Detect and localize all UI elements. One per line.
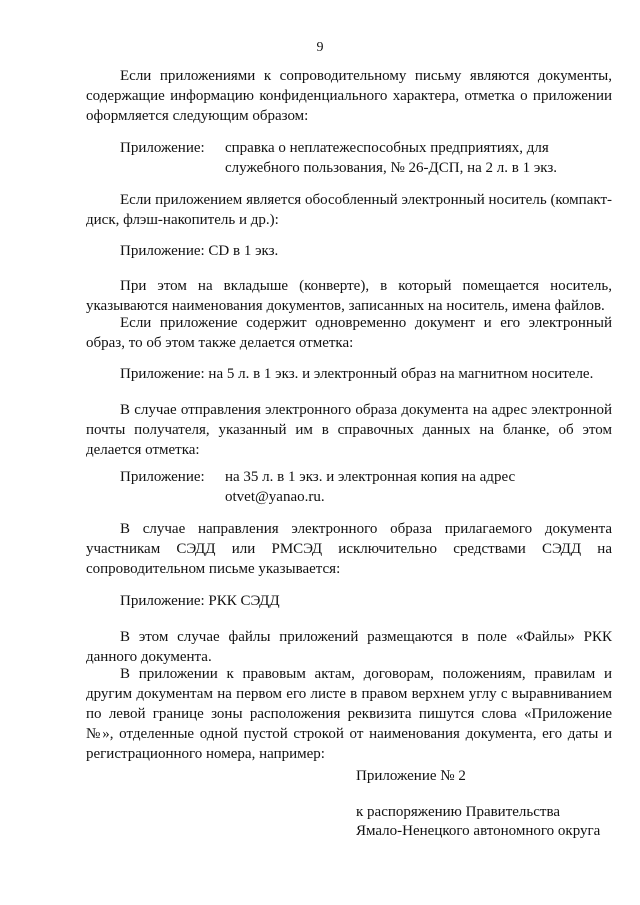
attachment-text-line: справка о неплатежеспособных предприятиях, для (225, 140, 549, 156)
attachment-text-line: на 35 л. в 1 экз. и электронная копия на адрес (225, 469, 516, 485)
paragraph-files-field: В этом случае файлы приложений размещаются в поле «Файлы» РКК данного документа. (86, 629, 612, 665)
attachment-text (225, 138, 585, 178)
paragraph-electronic-media: Если приложением является обособленный электронный носитель (компакт-диск, флэш-накопитель и др.): (86, 192, 612, 228)
paragraph-email-sending: В случае отправления электронного образа документа на адрес электронной почты получателя, указанный им в справочных данных на бланке, об этом делается отметка: (86, 402, 612, 458)
attachment-example-magnetic: Приложение: на 5 л. в 1 экз. и электронный образ на магнитном носителе. (120, 366, 594, 382)
paragraph-legal-acts-attachments: В приложении к правовым актам, договорам, положениям, правилам и другим документам на первом его листе в правом верхнем углу с выравниванием по левой границе зоны расположения реквизита пишутся слова «Приложение №», отделенные одной пустой строкой от наименования документа, его даты и регистрационного номера, например: (86, 666, 612, 762)
attachment-label: Приложение: (120, 469, 205, 485)
page-number: 9 (316, 40, 324, 55)
paragraph-document-and-image: Если приложение содержит одновременно документ и его электронный образ, то об этом также делается отметка: (86, 315, 612, 351)
attachment-label: Приложение: (120, 140, 205, 156)
attachment-example-rkk: Приложение: РКК СЭДД (120, 593, 280, 609)
paragraph-sedd-sending: В случае направления электронного образа прилагаемого документа участникам СЭДД или РМСЭД исключительно средствами СЭДД на сопроводительном письме указывается: (86, 521, 612, 577)
example-attachment-reference: к распоряжению Правительства (356, 804, 561, 820)
attachment-text (225, 467, 585, 507)
paragraph-insert-envelope: При этом на вкладыше (конверте), в который помещается носитель, указываются наименования документов, записанных на носитель, имена файлов. (86, 278, 612, 314)
paragraph-confidential-attachments: Если приложениями к сопроводительному письму являются документы, содержащие информацию конфиденциального характера, отметка о приложении оформляется следующим образом: (86, 68, 612, 124)
attachment-text-line: otvet@yanao.ru. (225, 489, 325, 505)
attachment-example-cd: Приложение: CD в 1 экз. (120, 243, 279, 259)
attachment-text-line: служебного пользования, № 26-ДСП, на 2 л. в 1 экз. (225, 160, 558, 176)
example-attachment-number: Приложение № 2 (356, 768, 466, 784)
example-attachment-government: Ямало-Ненецкого автономного округа (356, 823, 601, 839)
